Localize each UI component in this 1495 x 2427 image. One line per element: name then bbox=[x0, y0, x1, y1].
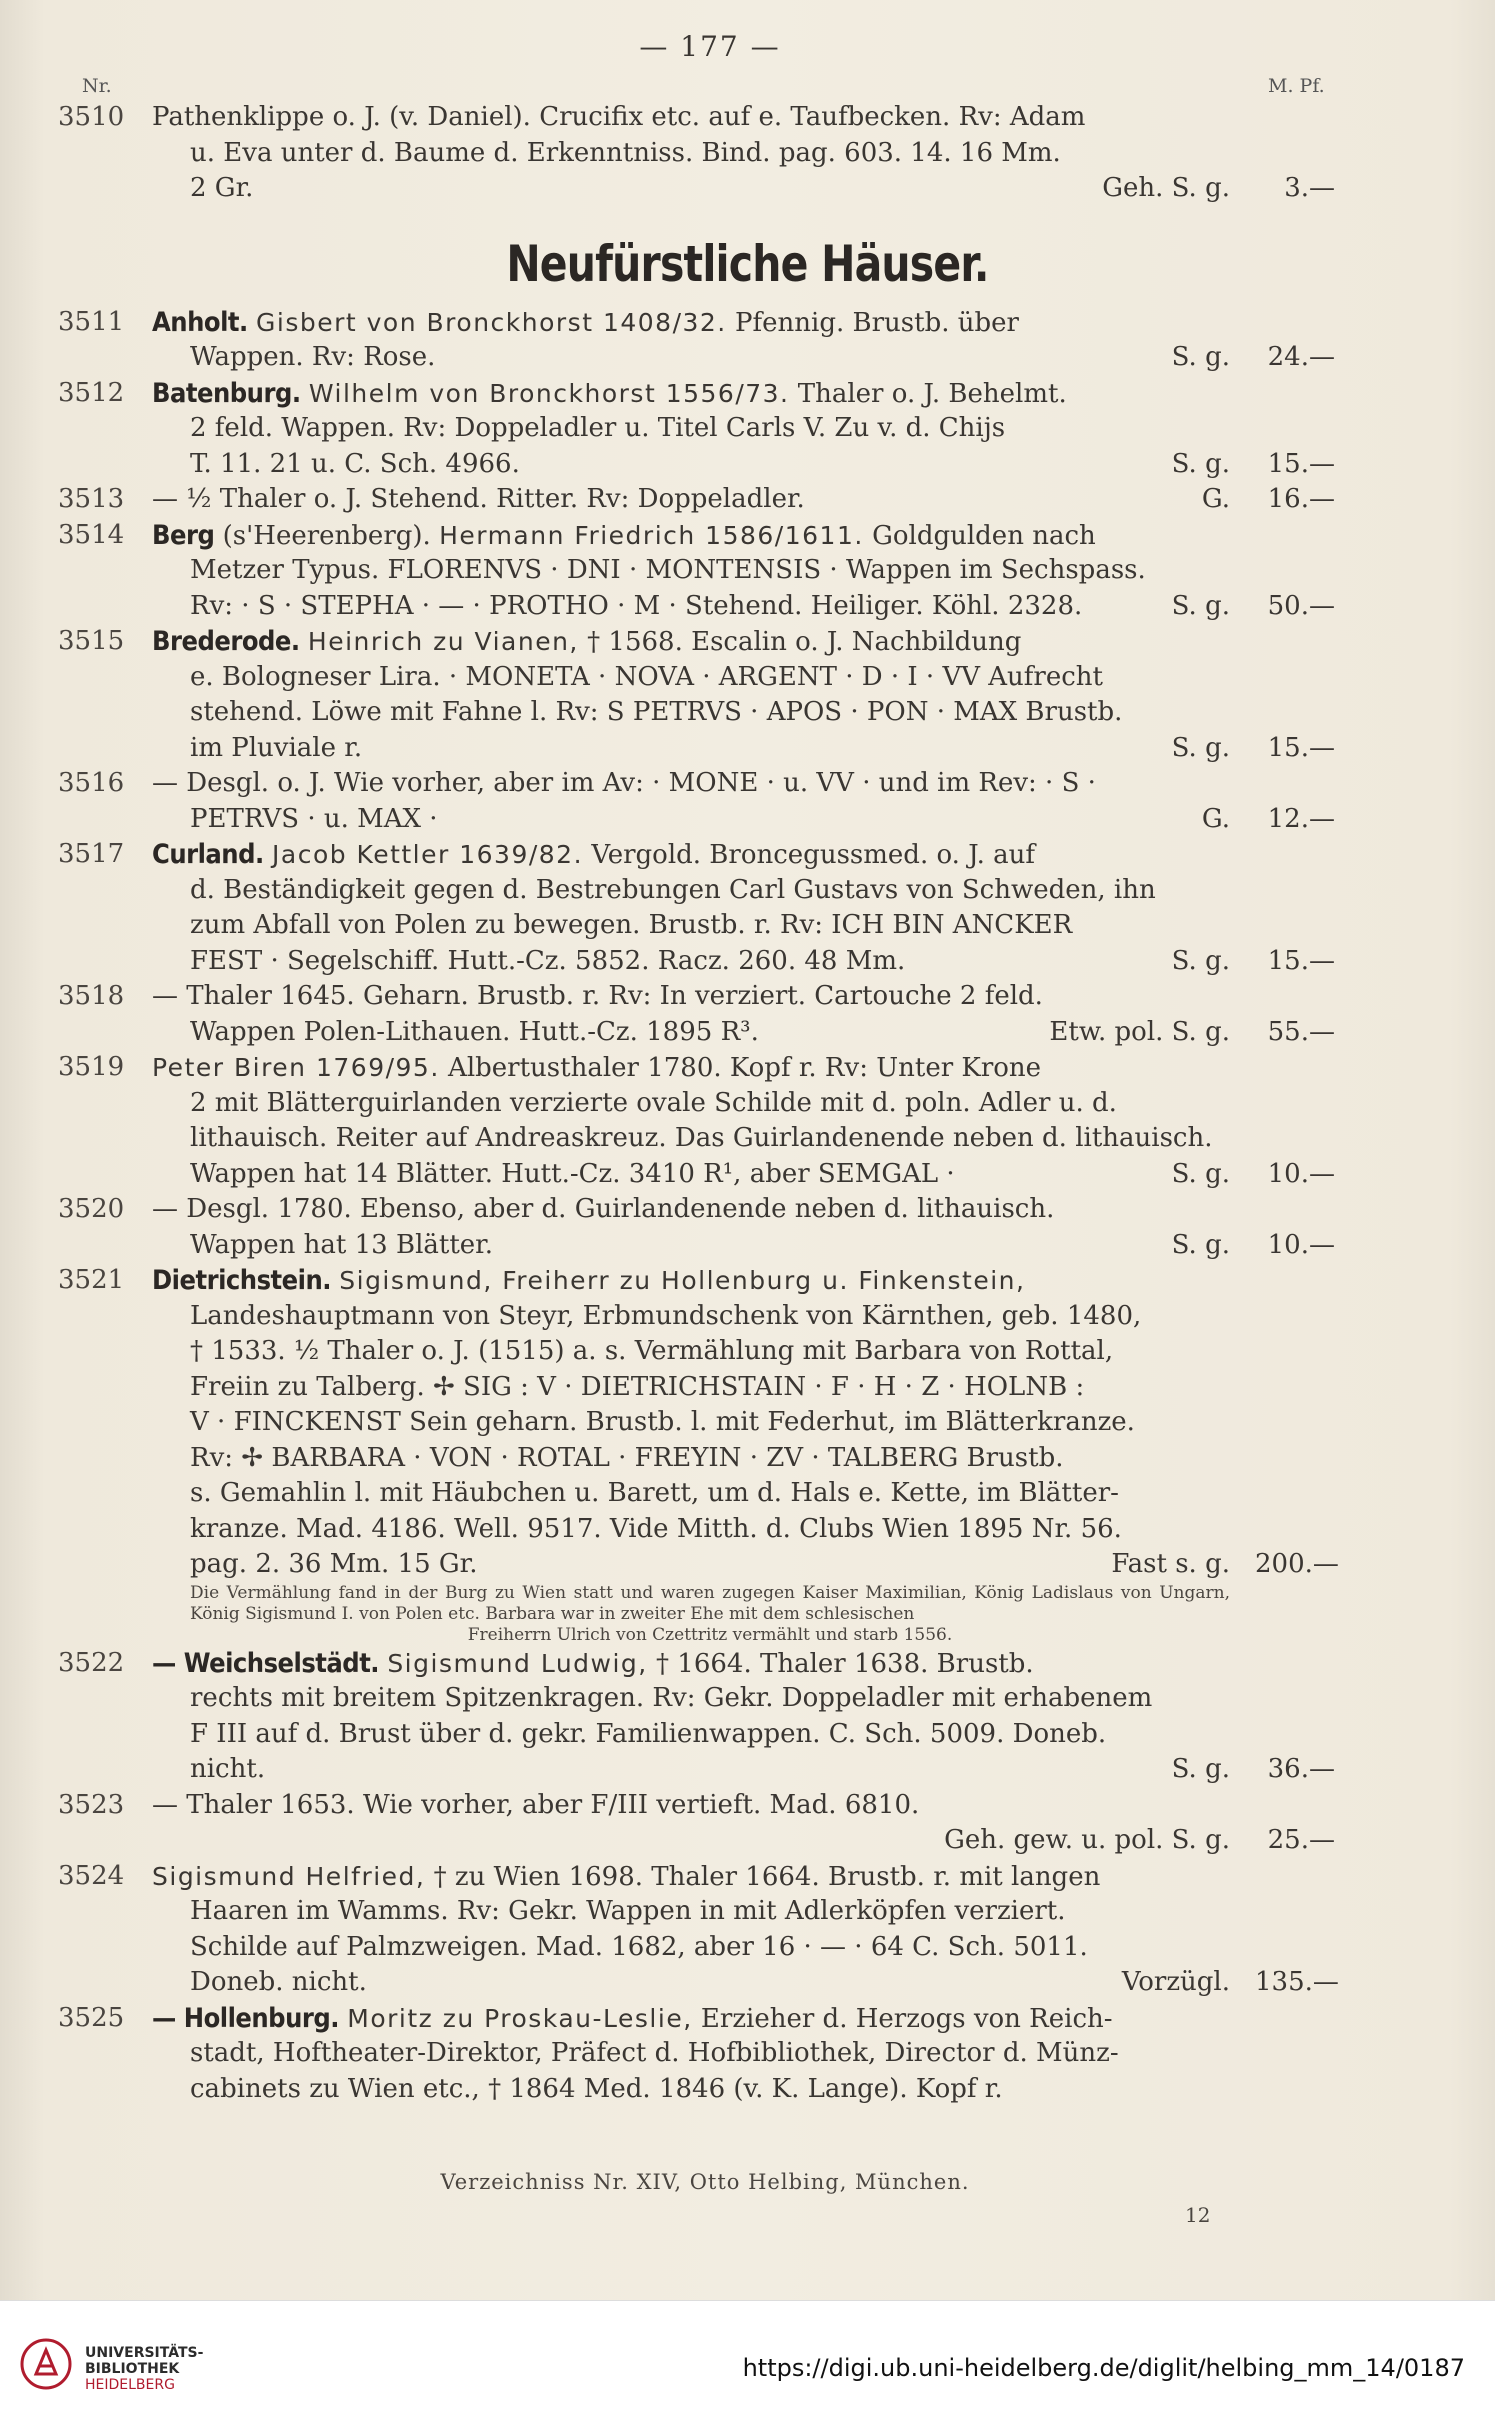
entry-text: Wappen hat 14 Blätter. Hutt.-Cz. 3410 R¹, aber SEMGAL · bbox=[190, 1158, 955, 1189]
entry-footnote bbox=[190, 1583, 1230, 1646]
entry-number: 3513 bbox=[58, 484, 125, 514]
catalog-entry-3510 bbox=[0, 100, 1495, 207]
entry-text: — Desgl. o. J. Wie vorher, aber im Av: · MONE · u. VV · und im Rev: · S · bbox=[152, 768, 1096, 798]
university-seal-icon bbox=[20, 2338, 72, 2390]
entry-number: 3524 bbox=[58, 1860, 125, 1891]
entry-text: — Desgl. 1780. Ebenso, aber d. Guirlandenende neben d. lithauisch. bbox=[152, 1194, 1055, 1224]
entry-price: 16.— bbox=[1267, 484, 1335, 514]
entry-house: Brederode. bbox=[152, 626, 300, 657]
entry-condition: G. bbox=[1201, 803, 1230, 834]
footnote-text: Freiherrn Ulrich von Czettritz vermählt und starb 1556. bbox=[467, 1624, 953, 1645]
catalog-footer: Verzeichniss Nr. XIV, Otto Helbing, München. bbox=[440, 2170, 970, 2194]
entry-text: † zu Wien 1698. Thaler 1664. Brustb. r. mit langen bbox=[433, 1861, 1101, 1892]
footnote-text: Die Vermählung fand in der Burg zu Wien statt und waren zugegen Kaiser Maximilian, König Ladislaus von Ungarn, König Sigismund I. von Polen etc. Barbara war in zweiter Ehe mit dem schlesischen bbox=[190, 1582, 1230, 1624]
entry-text: Rv: · S · STEPHA · — · PROTHO · M · Stehend. Heiliger. Köhl. 2328. bbox=[190, 590, 1083, 621]
catalog-entry-3523 bbox=[0, 1788, 1495, 1859]
entry-text: FEST · Segelschiff. Hutt.-Cz. 5852. Racz. 260. 48 Mm. bbox=[190, 945, 906, 976]
entry-price: 55.— bbox=[1267, 1016, 1335, 1047]
logo-line: UNIVERSITÄTS- bbox=[85, 2345, 204, 2361]
entry-number: 3515 bbox=[58, 626, 125, 656]
entry-ruler: Sigismund Helfried, bbox=[152, 1861, 426, 1891]
permalink-url[interactable]: https://digi.ub.uni-heidelberg.de/diglit/helbing_mm_14/0187 bbox=[742, 2354, 1465, 2382]
entry-text: lithauisch. Reiter auf Andreaskreuz. Das Guirlandenende neben d. lithauisch. bbox=[190, 1123, 1213, 1153]
entry-number: 3511 bbox=[58, 306, 125, 337]
entry-price: 24.— bbox=[1267, 342, 1335, 372]
entry-number: 3516 bbox=[58, 768, 125, 798]
entry-text: u. Eva unter d. Baume d. Erkenntniss. Bind. pag. 603. 14. 16 Mm. bbox=[190, 137, 1061, 168]
entry-text: Haaren im Wamms. Rv: Gekr. Wappen in mit Adlerköpfen verziert. bbox=[190, 1896, 1066, 1926]
entry-text: cabinets zu Wien etc., † 1864 Med. 1846 (v. K. Lange). Kopf r. bbox=[190, 2073, 1003, 2104]
entry-number: 3518 bbox=[58, 981, 125, 1011]
entry-text: stehend. Löwe mit Fahne l. Rv: S PETRVS · APOS · PON · MAX Brustb. bbox=[190, 697, 1123, 727]
entry-text: d. Beständigkeit gegen d. Bestrebungen Carl Gustavs von Schweden, ihn bbox=[190, 874, 1156, 905]
library-logo-text bbox=[85, 2345, 203, 2393]
entry-price: 15.— bbox=[1267, 448, 1335, 479]
entry-text: (s'Heerenberg). bbox=[222, 520, 431, 551]
entry-text: Goldgulden nach bbox=[872, 520, 1096, 551]
entry-text: Wappen Polen-Lithauen. Hutt.-Cz. 1895 R³. bbox=[190, 1016, 759, 1047]
catalog-entry-3517 bbox=[0, 837, 1495, 979]
entry-house: — Weichselstädt. bbox=[152, 1647, 380, 1679]
entry-text: Schilde auf Palmzweigen. Mad. 1682, aber 16 · — · 64 C. Sch. 5011. bbox=[190, 1931, 1088, 1962]
entry-condition: S. g. bbox=[1171, 1229, 1230, 1260]
entry-house: Berg bbox=[152, 519, 215, 551]
entry-text: pag. 2. 36 Mm. 15 Gr. bbox=[190, 1549, 478, 1579]
entry-text: 2 feld. Wappen. Rv: Doppeladler u. Titel Carls V. Zu v. d. Chijs bbox=[190, 413, 1006, 443]
catalog-entry-3512 bbox=[0, 376, 1495, 483]
catalog-entry-3524 bbox=[0, 1859, 1495, 2001]
entry-house: Dietrichstein. bbox=[152, 1265, 331, 1296]
entry-condition: Geh. S. g. bbox=[1102, 173, 1230, 203]
entry-text: † 1664. Thaler 1638. Brustb. bbox=[656, 1648, 1034, 1679]
entry-text: Erzieher d. Herzogs von Reich- bbox=[700, 2003, 1113, 2034]
entry-text: 2 Gr. bbox=[190, 173, 254, 203]
entry-number: 3519 bbox=[58, 1052, 125, 1082]
entry-price: 36.— bbox=[1267, 1754, 1335, 1784]
entry-text: rechts mit breitem Spitzenkragen. Rv: Gekr. Doppeladler mit erhabenem bbox=[190, 1683, 1153, 1713]
entry-number: 3522 bbox=[58, 1647, 125, 1678]
catalog-entry-3518 bbox=[0, 979, 1495, 1050]
signature-mark: 12 bbox=[1185, 2203, 1211, 2227]
catalog-entry-3514 bbox=[0, 518, 1495, 625]
entry-house: — Hollenburg. bbox=[152, 2002, 339, 2034]
entry-condition: G. bbox=[1201, 484, 1230, 514]
entry-price: 15.— bbox=[1267, 732, 1335, 763]
entry-text: Metzer Typus. FLORENVS · DNI · MONTENSIS · Wappen im Sechspass. bbox=[190, 555, 1146, 585]
catalog-entry-3522 bbox=[0, 1646, 1495, 1788]
catalog-entry-3525 bbox=[0, 2001, 1495, 2108]
entry-condition: S. g. bbox=[1171, 342, 1230, 372]
entry-ruler: Jacob Kettler 1639/82. bbox=[272, 840, 584, 869]
entry-condition: Vorzügl. bbox=[1121, 1967, 1230, 1997]
entry-number: 3525 bbox=[58, 2002, 125, 2033]
entry-condition: S. g. bbox=[1171, 448, 1230, 479]
entry-text: Doneb. nicht. bbox=[190, 1967, 367, 1997]
entry-condition: Geh. gew. u. pol. S. g. bbox=[944, 1825, 1230, 1855]
entry-number: 3520 bbox=[58, 1194, 125, 1224]
logo-line: BIBLIOTHEK bbox=[85, 2361, 180, 2377]
entry-price: 200.— bbox=[1255, 1549, 1339, 1579]
entry-condition: S. g. bbox=[1171, 590, 1230, 621]
entry-number: 3512 bbox=[58, 377, 125, 408]
entry-condition: S. g. bbox=[1171, 732, 1230, 763]
entry-text: Vergold. Broncegussmed. o. J. auf bbox=[591, 840, 1036, 870]
column-header-price: M. Pf. bbox=[1268, 75, 1325, 97]
entry-condition: Fast s. g. bbox=[1111, 1549, 1230, 1579]
catalog-entry-3511 bbox=[0, 305, 1495, 376]
entry-condition: S. g. bbox=[1171, 1158, 1230, 1189]
entry-text: † 1533. ½ Thaler o. J. (1515) a. s. Vermählung mit Barbara von Rottal, bbox=[190, 1336, 1114, 1366]
entry-price: 3.— bbox=[1284, 173, 1335, 203]
catalog-entry-3521 bbox=[0, 1263, 1495, 1646]
entry-text: kranze. Mad. 4186. Well. 9517. Vide Mitth. d. Clubs Wien 1895 Nr. 56. bbox=[190, 1513, 1122, 1544]
entry-ruler: Wilhelm von Bronckhorst 1556/73. bbox=[308, 378, 790, 408]
entry-text: PETRVS · u. MAX · bbox=[190, 803, 438, 834]
entry-price: 12.— bbox=[1267, 803, 1335, 834]
catalog-entry-3516 bbox=[0, 766, 1495, 837]
entry-ruler: Hermann Friedrich 1586/1611. bbox=[439, 520, 864, 550]
entry-text: 2 mit Blätterguirlanden verzierte ovale Schilde mit d. poln. Adler u. d. bbox=[190, 1087, 1117, 1118]
entry-number: 3523 bbox=[58, 1789, 125, 1820]
entry-house: Curland. bbox=[152, 839, 264, 870]
entry-text: Pfennig. Brustb. über bbox=[735, 307, 1019, 338]
entry-condition: S. g. bbox=[1171, 945, 1230, 976]
entry-price: 15.— bbox=[1267, 945, 1335, 976]
entry-text: Thaler o. J. Behelmt. bbox=[797, 378, 1067, 409]
entry-price: 135.— bbox=[1255, 1967, 1339, 1997]
catalog-entry-3520 bbox=[0, 1192, 1495, 1263]
entry-text: stadt, Hoftheater-Direktor, Präfect d. Hofbibliothek, Director d. Münz- bbox=[190, 2038, 1119, 2068]
entry-ruler: Gisbert von Bronckhorst 1408/32. bbox=[256, 307, 727, 337]
entry-ruler: Peter Biren 1769/95. bbox=[152, 1053, 440, 1082]
catalog-entry-3513 bbox=[0, 482, 1495, 518]
catalog-content bbox=[0, 100, 1495, 2107]
entry-condition: Etw. pol. S. g. bbox=[1049, 1016, 1230, 1047]
entry-text: Wappen. Rv: Rose. bbox=[190, 342, 436, 372]
entry-text: T. 11. 21 u. C. Sch. 4966. bbox=[190, 448, 520, 479]
entry-text: Landeshauptmann von Steyr, Erbmundschenk von Kärnthen, geb. 1480, bbox=[190, 1300, 1142, 1331]
entry-ruler: Sigismund, Freiherr zu Hollenburg u. Finkenstein, bbox=[339, 1266, 1026, 1295]
library-bar bbox=[0, 2300, 1495, 2427]
entry-ruler: Moritz zu Proskau-Leslie, bbox=[347, 2003, 693, 2033]
entry-price: 10.— bbox=[1267, 1158, 1335, 1189]
entry-text: — Thaler 1653. Wie vorher, aber F/III vertieft. Mad. 6810. bbox=[152, 1789, 920, 1820]
entry-text: s. Gemahlin l. mit Häubchen u. Barett, um d. Hals e. Kette, im Blätter- bbox=[190, 1478, 1119, 1508]
entry-text: im Pluviale r. bbox=[190, 732, 363, 763]
catalog-entry-3515 bbox=[0, 624, 1495, 766]
entry-text: — Thaler 1645. Geharn. Brustb. r. Rv: In verziert. Cartouche 2 feld. bbox=[152, 981, 1043, 1011]
entry-ruler: Sigismund Ludwig, bbox=[387, 1648, 648, 1678]
entry-ruler: Heinrich zu Vianen, bbox=[307, 627, 579, 656]
entry-house: Batenburg. bbox=[152, 377, 301, 409]
entry-number: 3514 bbox=[58, 519, 125, 550]
entry-text: Wappen hat 13 Blätter. bbox=[190, 1229, 493, 1260]
entry-text: zum Abfall von Polen zu bewegen. Brustb. r. Rv: ICH BIN ANCKER bbox=[190, 910, 1073, 940]
page-number: — 177 — bbox=[639, 30, 781, 63]
entry-text: Albertusthaler 1780. Kopf r. Rv: Unter Krone bbox=[448, 1053, 1042, 1083]
entry-number: 3521 bbox=[58, 1265, 125, 1295]
entry-text: V · FINCKENST Sein geharn. Brustb. l. mit Federhut, im Blätterkranze. bbox=[190, 1407, 1135, 1437]
entry-price: 25.— bbox=[1267, 1825, 1335, 1855]
entry-number: 3510 bbox=[58, 102, 125, 132]
entry-number: 3517 bbox=[58, 839, 125, 869]
catalog-entry-3519 bbox=[0, 1050, 1495, 1192]
entry-price: 50.— bbox=[1267, 590, 1335, 621]
entry-house: Anholt. bbox=[152, 306, 248, 338]
entry-condition: S. g. bbox=[1171, 1754, 1230, 1784]
entry-text: e. Bologneser Lira. · MONETA · NOVA · ARGENT · D · I · VV Aufrecht bbox=[190, 661, 1103, 692]
logo-line: HEIDELBERG bbox=[85, 2377, 175, 2393]
entry-text: nicht. bbox=[190, 1754, 266, 1784]
entry-text: Rv: ✢ BARBARA · VON · ROTAL · FREYIN · ZV · TALBERG Brustb. bbox=[190, 1442, 1064, 1473]
entry-text: — ½ Thaler o. J. Stehend. Ritter. Rv: Doppeladler. bbox=[152, 484, 805, 514]
entry-text: † 1568. Escalin o. J. Nachbildung bbox=[587, 627, 1022, 657]
entry-text: Freiin zu Talberg. ✢ SIG : V · DIETRICHSTAIN · F · H · Z · HOLNB : bbox=[190, 1371, 1085, 1402]
entry-text: F III auf d. Brust über d. gekr. Familienwappen. C. Sch. 5009. Doneb. bbox=[190, 1718, 1107, 1749]
section-title: Neufürstliche Häuser. bbox=[506, 234, 989, 293]
entry-price: 10.— bbox=[1267, 1229, 1335, 1260]
entry-text: Pathenklippe o. J. (v. Daniel). Crucifix etc. auf e. Taufbecken. Rv: Adam bbox=[152, 102, 1086, 132]
column-header-nr: Nr. bbox=[82, 75, 112, 97]
